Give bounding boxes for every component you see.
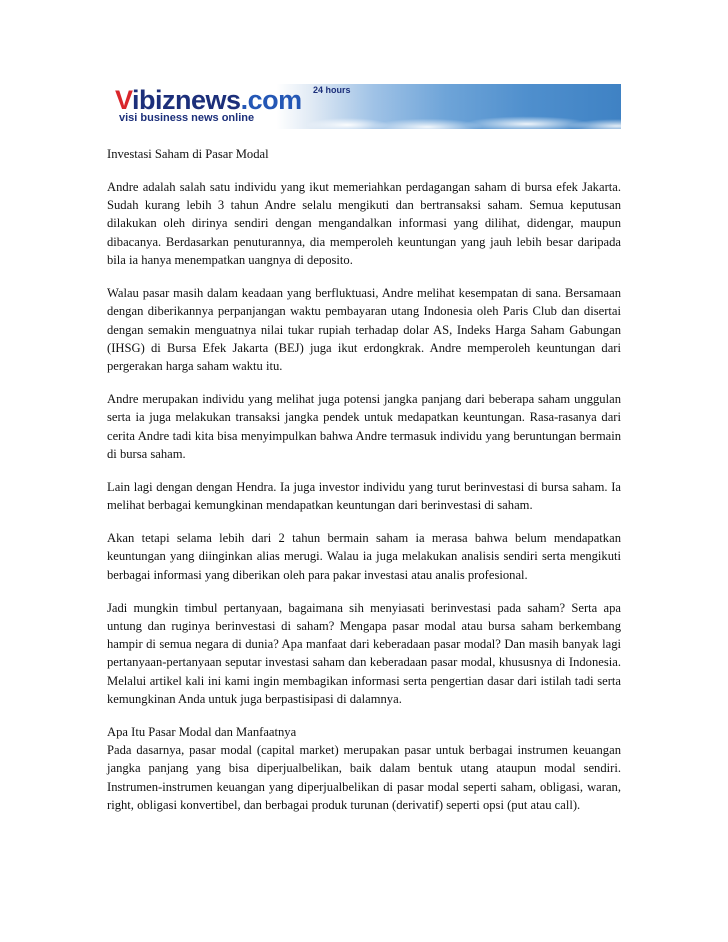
section-paragraph: Pada dasarnya, pasar modal (capital market) merupakan pasar untuk berbagai instrumen keuangan jangka panjang yang bisa diperjualbelikan, baik dalam bentuk utang ataupun modal sendiri. Instrumen-instrumen keuangan yang diperjualbelikan di pasar modal seperti saham, obligasi, waran, right, obligasi konvertibel, dan berbagai produk turunan (derivatif) seperti opsi (put atau call). — [107, 743, 621, 813]
logo-letter-v: V — [115, 85, 133, 115]
paragraph-3: Andre merupakan individu yang melihat juga potensi jangka panjang dari beberapa saham unggulan serta ia juga melakukan transaksi jangka pendek untuk medapatkan keuntungan. Rasa-rasanya dari cerita Andre tadi kita bisa menyimpulkan bahwa Andre termasuk individu yang beruntungan bermain di bursa saham. — [107, 392, 621, 461]
logo-24-hours: 24 hours — [313, 85, 351, 95]
logo-tagline: visi business news online — [119, 112, 255, 124]
logo-news: news — [175, 85, 241, 115]
paragraph-5: Akan tetapi selama lebih dari 2 tahun bermain saham ia merasa bahwa belum mendapatkan keuntungan yang diinginkan alias merugi. Walau ia juga melakukan analisis sendiri serta mengikuti berbagai informasi yang diberikan oleh para pakar investasi atau analis profesional. — [107, 531, 621, 582]
article-title: Investasi Saham di Pasar Modal — [107, 147, 269, 161]
paragraph-1: Andre adalah salah satu individu yang ikut memeriahkan perdagangan saham di bursa efek Jakarta. Sudah kurang lebih 3 tahun Andre selalu mengikuti dan bertransaksi saham. Semua keputusan dilakukan oleh dirinya sendiri dengan mengandalkan informasi yang dilihat, didengar, maupun dibacanya. Berdasarkan penuturannya, dia memperoleh keuntungan yang jauh lebih besar daripada bila ia hanya menempatkan uangnya di deposito. — [107, 179, 621, 268]
article-body — [107, 145, 621, 829]
paragraph-6: Jadi mungkin timbul pertanyaan, bagaimana sih menyiasati berinvestasi pada saham? Serta apa untung dan ruginya berinvestasi di saham? Mengapa pasar modal atau bursa saham berkembang hampir di semua negara di dunia? Apa manfaat dari keberadaan pasar modal? Dan masih banyak lagi pertanyaan-pertanyaan seputar investasi saham dan keberadaan pasar modal, khususnya di Indonesia. Melalui artikel kali ini kami ingin membagikan informasi serta pengertian dasar dari istilah tadi serta kemungkinan Anda untuk juga berpastisipasi di dalamnya. — [107, 600, 621, 706]
vibiznews-logo — [115, 85, 302, 115]
sky-clouds-image — [307, 107, 621, 129]
paragraph-2: Walau pasar masih dalam keadaan yang berfluktuasi, Andre melihat kesempatan di sana. Bersamaan dengan diberikannya perpanjangan waktu pembayaran utang Indonesia oleh Paris Club dan disertai dengan semakin menguatnya nilai tukar rupiah terhadap dolar AS, Indeks Harga Saham Gabungan (IHSG) di Bursa Efek Jakarta (BEJ) juga ikut erdongkrak. Andre memperoleh keuntungan dari pergerakan harga saham waktu itu. — [107, 285, 621, 374]
logo-biz: ibiz — [132, 85, 176, 115]
paragraph-4: Lain lagi dengan dengan Hendra. Ia juga investor individu yang turut berinvestasi di bursa saham. Ia melihat berbagai kemungkinan mendapatkan keuntungan dari berinvestasi di saham. — [107, 479, 621, 513]
vibiznews-banner — [107, 84, 621, 129]
logo-dotcom: .com — [240, 85, 302, 115]
section-heading: Apa Itu Pasar Modal dan Manfaatnya — [107, 724, 297, 739]
